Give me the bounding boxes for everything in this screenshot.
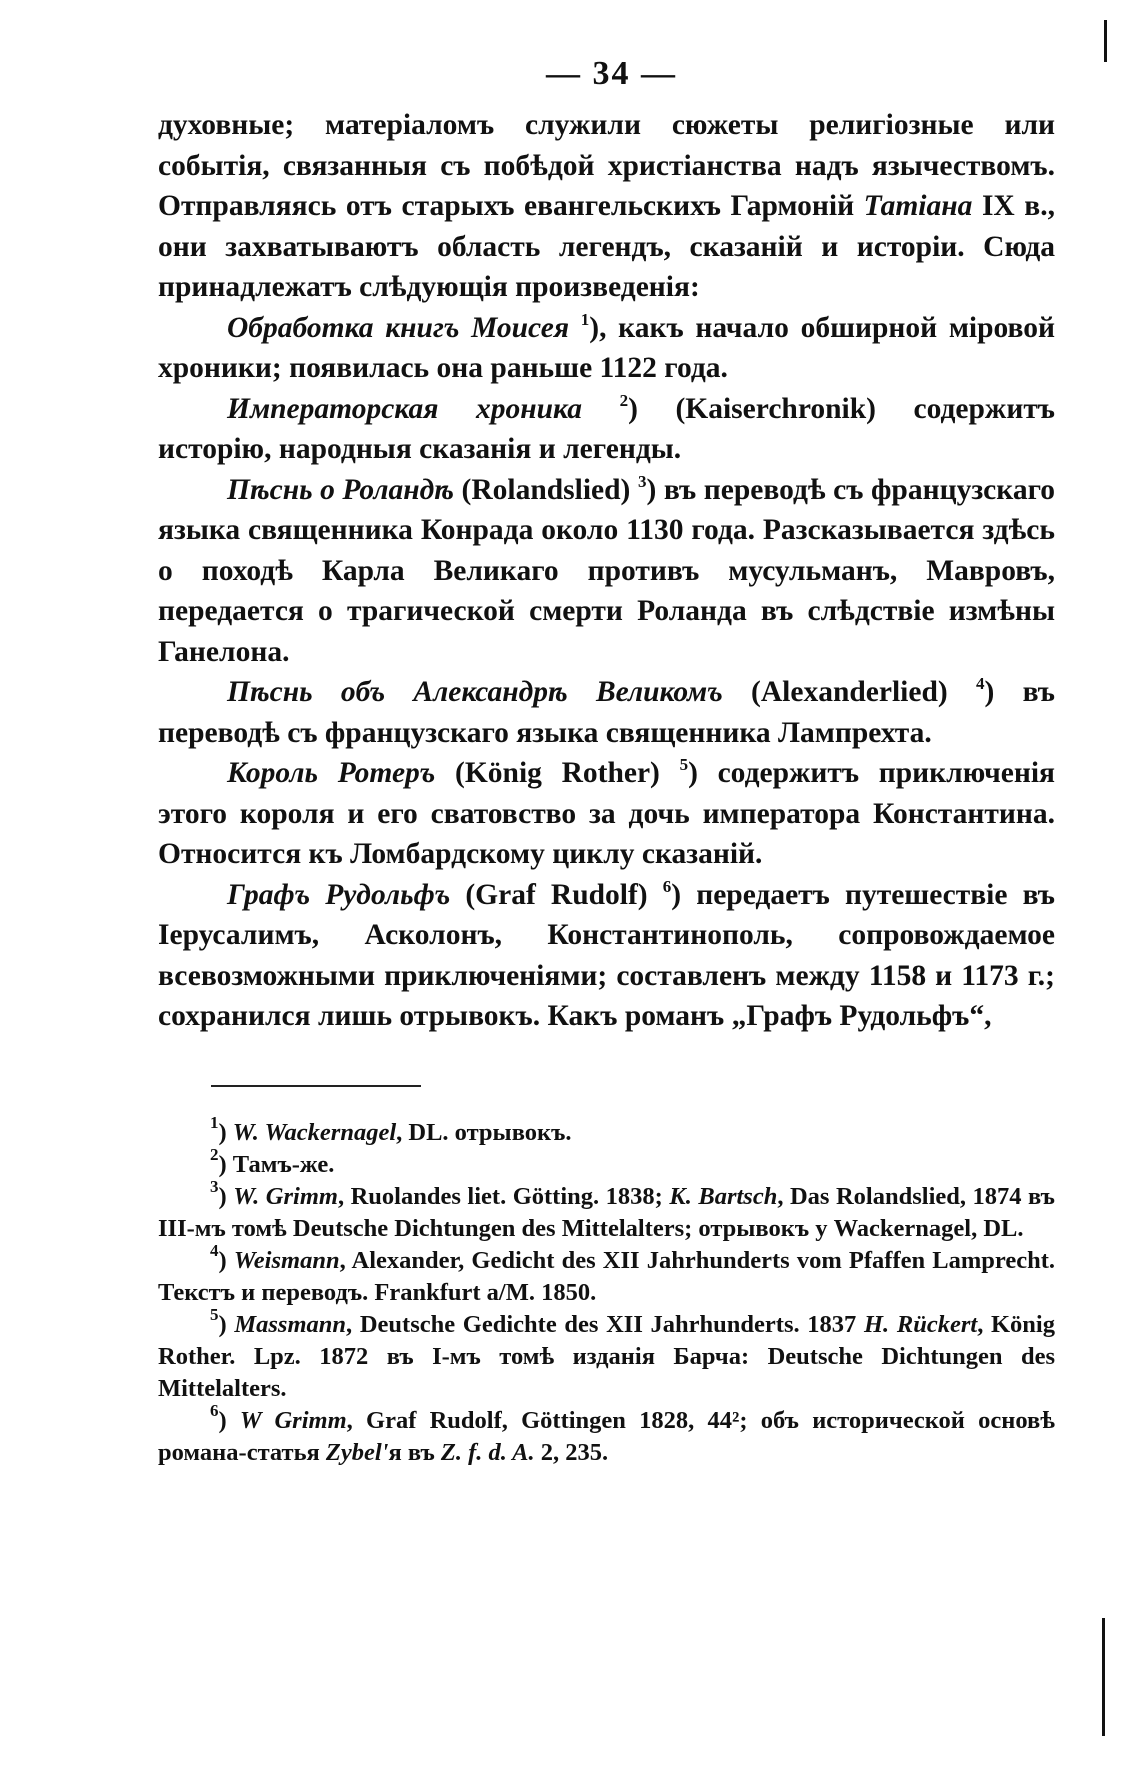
footnote-6: $^6$) W Grimm, Graf Rudolf, Göttingen 1828, 44²; объ исторической основѣ романа-статья Zybel'я въ Z. f. d. A. 2, 235. — [158, 1400, 1055, 1466]
work-title: Пѣснь объ Александрѣ Великомъ — [227, 676, 723, 708]
paragraph-text: ) въ переводѣ съ французскаго языка священника Конрада около 1130 года. Разсказывается здѣсь о походѣ Карла Великаго противъ мусульманъ, Мавровъ, передается о трагической смерти Роланда въ слѣдствіе измѣны Ганелона. — [158, 473, 1055, 668]
footnote-ref: 1 — [580, 309, 590, 329]
footnote-separator — [211, 1085, 421, 1087]
work-original-title: (Alexanderlied) — [722, 676, 976, 708]
work-title: Король Ротеръ — [227, 757, 436, 789]
footnote-text: , Deutsche Gedichte des XII Jahrhunderts. 1837 — [346, 1310, 864, 1338]
footnote-text: , Ruolandes liet. Götting. 1838; — [337, 1182, 670, 1210]
journal-abbrev: Z. f. d. A. — [440, 1438, 535, 1466]
work-original-title: (Rolandslied) — [453, 473, 638, 506]
footnote-ref: 4 — [975, 674, 985, 693]
footnotes — [158, 1112, 1055, 1469]
work-title: Пѣснь о Роландѣ — [227, 473, 454, 506]
footnote-5: $^5$) Massmann, Deutsche Gedichte des XII Jahrhunderts. 1837 H. Rückert, König Rother. Lpz. 1872 въ I-мъ томѣ изданія Барча: Deutsche Dichtungen des Mittelalters. — [158, 1304, 1055, 1402]
footnote-ref: 2 — [619, 390, 629, 410]
footnote-text: Тамъ-же. — [232, 1150, 335, 1178]
paragraph-alexanderlied — [158, 672, 1055, 753]
paragraph-kaiserchronik — [158, 389, 1055, 470]
author-name-2: H. Rückert — [864, 1310, 978, 1338]
work-title: Императорская хроника — [227, 392, 583, 425]
footnote-text-2: я въ — [388, 1438, 441, 1466]
footnote-ref: 6 — [662, 876, 672, 896]
footnote-number: 3 — [210, 1176, 219, 1196]
footnote-number: 1 — [210, 1112, 219, 1132]
main-text — [158, 105, 1055, 1037]
paragraph-rolandslied — [158, 470, 1055, 673]
author-name: W. Grimm — [233, 1182, 338, 1210]
intro-text-part-2: IX в., они захватываютъ область легендъ, сказаній и исторіи. Сюда принадлежатъ слѣдующія произведенія: — [158, 190, 1055, 303]
edge-mark-top — [1104, 20, 1107, 62]
intro-text-part-1: духовные; матеріаломъ служили сюжеты религіозные или событія, связанныя съ побѣдой христіанства надъ язычествомъ. Отправляясь отъ старыхъ евангельскихъ Гармоній — [158, 109, 1055, 222]
paragraph-moses — [158, 308, 1055, 389]
author-name: Massmann — [234, 1310, 347, 1338]
paragraph-text: ) въ переводѣ съ французскаго языка священника Лампрехта. — [158, 676, 1055, 749]
page-number: — 34 — — [546, 55, 677, 92]
footnote-ref: 3 — [637, 471, 647, 491]
intro-title-tatian: Татіана — [863, 190, 973, 222]
footnote-number: 5 — [210, 1304, 219, 1324]
footnote-text: , DL. отрывокъ. — [396, 1118, 572, 1146]
paragraph-intro — [158, 105, 1055, 308]
footnote-text: , Graf Rudolf, Göttingen 1828, 44²; объ исторической основѣ романа-статья — [158, 1406, 1055, 1466]
footnote-number: 2 — [210, 1144, 219, 1164]
author-name: W. Wackernagel — [232, 1118, 397, 1146]
paragraph-text: ) (Kaiserchronik) содержитъ исторію, народныя сказанія и легенды. — [158, 392, 1056, 465]
paragraph-koenig-rother — [158, 753, 1055, 875]
author-name-2: K. Bartsch — [669, 1182, 778, 1210]
paragraph-text: ), какъ начало обширной міровой хроники; появилась она раньше 1122 года. — [158, 311, 1056, 384]
footnote-ref: 5 — [679, 755, 689, 774]
footnote-4: $^4$) Weismann, Alexander, Gedicht des XII Jahrhunderts vom Pfaffen Lamprecht. Текстъ и переводъ. Frankfurt a/M. 1850. — [158, 1240, 1055, 1306]
footnote-text: , Alexander, Gedicht des XII Jahrhunderts vom Pfaffen Lamprecht. Текстъ и переводъ. Frankfurt a/M. 1850. — [158, 1246, 1055, 1306]
edge-mark-bottom — [1102, 1618, 1105, 1736]
work-title: Графъ Рудольфъ — [227, 878, 451, 911]
paragraph-text: ) передаетъ путешествіе въ Іерусалимъ, Асколонъ, Константинополь, сопровождаемое всевозможными приключеніями; составленъ между 1158 и 1173 г.; сохранился лишь отрывокъ. Какъ романъ „Графъ Рудольфъ“, — [158, 878, 1055, 1032]
footnote-text-2: , König Rother. Lpz. 1872 въ I-мъ томѣ изданія Барча: Deutsche Dichtungen des Mittelalters. — [158, 1310, 1055, 1402]
author-name: Weismann — [233, 1246, 340, 1274]
footnote-1: $^1$) W. Wackernagel, DL. отрывокъ. — [210, 1112, 572, 1146]
paragraph-text: ) содержитъ приключенія этого короля и его сватовство за дочь императора Константина. Относится къ Ломбардскому циклу сказаній. — [158, 757, 1056, 870]
author-name: W Grimm — [239, 1406, 347, 1434]
footnote-3: $^3$) W. Grimm, Ruolandes liet. Götting. 1838; K. Bartsch, Das Rolandslied, 1874 въ III-мъ томѣ Deutsche Dichtungen des Mittelalters; отрывокъ у Wackernagel, DL. — [158, 1176, 1055, 1242]
book-page — [158, 55, 1055, 1469]
paragraph-graf-rudolf — [158, 875, 1055, 1037]
work-original-title: (König Rother) — [435, 757, 680, 789]
footnote-text-2: , Das Rolandslied, 1874 въ III-мъ томѣ Deutsche Dichtungen des Mittelalters; отрывокъ у Wackernagel, DL. — [158, 1182, 1055, 1242]
footnote-number: 4 — [210, 1240, 219, 1260]
work-title: Обработка книгъ Моисея — [227, 311, 570, 344]
author-name-2: Zybel' — [325, 1438, 389, 1466]
footnote-text-3: 2, 235. — [534, 1438, 609, 1466]
footnote-2: $^2$) Тамъ-же. — [210, 1144, 335, 1178]
footnote-number: 6 — [210, 1400, 219, 1420]
work-original-title: (Graf Rudolf) — [450, 878, 663, 911]
